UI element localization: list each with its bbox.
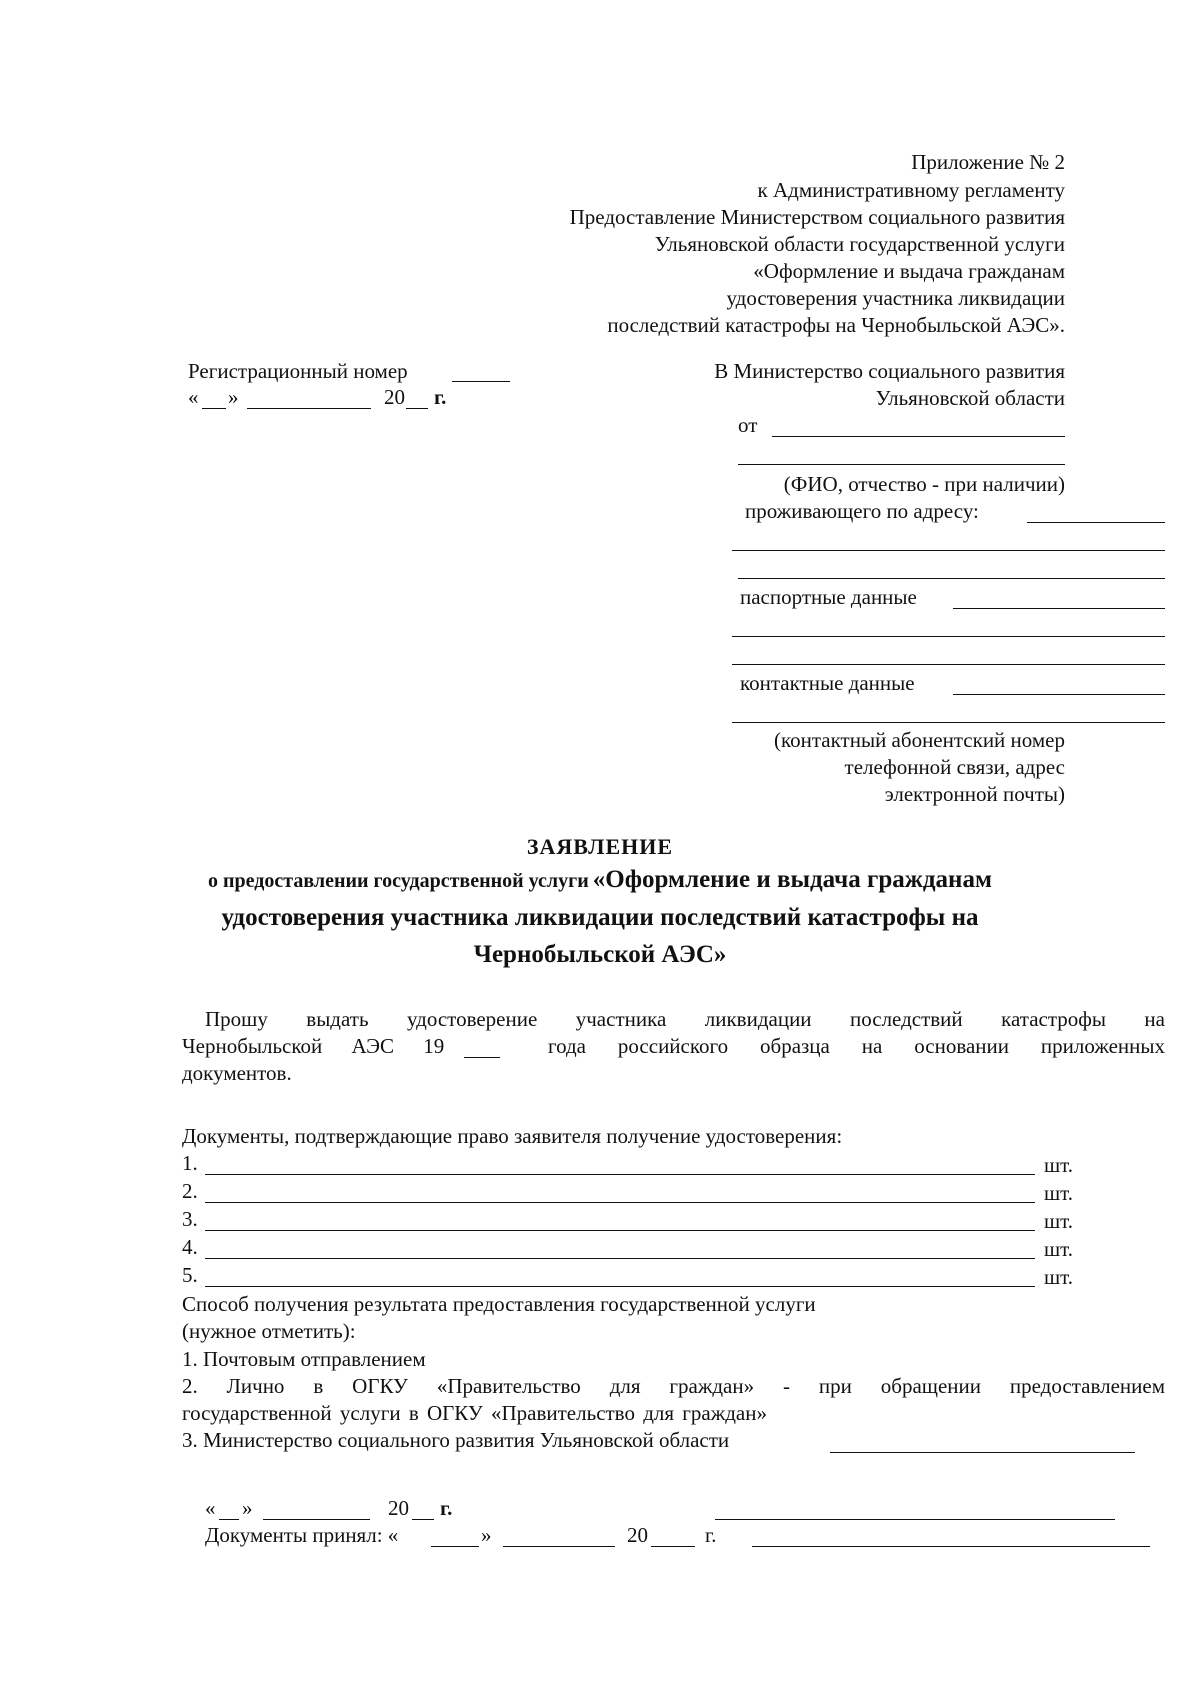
footer-month-field[interactable] (263, 1519, 370, 1520)
applicant-signature-field[interactable] (715, 1519, 1115, 1520)
documents-heading: Документы, подтверждающие право заявителя получение удостоверения: (182, 1124, 843, 1148)
accepted-day-field[interactable] (431, 1546, 479, 1547)
contact-hint-3: электронной почты) (884, 782, 1065, 806)
contact-field-1[interactable] (953, 694, 1165, 695)
subtitle-line-1 (0, 866, 1200, 894)
subtitle-big-1: «Оформление и выдача гражданам (592, 866, 992, 893)
request-year-field[interactable] (464, 1057, 500, 1058)
registration-year-field[interactable] (406, 408, 428, 409)
subtitle-big-3: Чернобыльской АЭС» (473, 941, 727, 968)
accepted-date-close: » (481, 1523, 492, 1547)
registration-year-prefix: 20 (384, 385, 405, 409)
appendix-line-7: последствий катастрофы на Чернобыльской АЭС». (607, 313, 1065, 337)
registration-year-suffix: г. (434, 385, 447, 409)
page-title: ЗАЯВЛЕНИЕ (526, 834, 674, 859)
delivery-heading-1: Способ получения результата предоставления государственной услуги (182, 1292, 816, 1316)
registration-number-field[interactable] (452, 381, 510, 382)
delivery-option-2a: 2. Лично в ОГКУ «Правительство для граждан» - при обращении предоставлением (182, 1374, 1165, 1398)
document-item-unit: шт. (1044, 1209, 1074, 1233)
delivery-heading-2: (нужное отметить): (182, 1319, 356, 1343)
registration-date-close: » (228, 385, 239, 409)
document-item-number: 5. (182, 1263, 198, 1287)
document-item-field[interactable] (205, 1230, 1035, 1231)
appendix-line-5: «Оформление и выдача гражданам (753, 259, 1065, 283)
addressee-line-1: В Министерство социального развития (714, 359, 1065, 383)
accepted-month-field[interactable] (503, 1546, 615, 1547)
subtitle-small: о предоставлении государственной услуги (208, 870, 589, 892)
footer-year-prefix: 20 (388, 1496, 409, 1520)
request-line-2b: года российского образца на основании приложенных (548, 1034, 1165, 1058)
accepted-signature-field[interactable] (752, 1546, 1150, 1547)
passport-field-1[interactable] (953, 608, 1165, 609)
footer-year-field[interactable] (412, 1519, 434, 1520)
document-item-field[interactable] (205, 1286, 1035, 1287)
request-line-3: документов. (182, 1061, 292, 1085)
document-item-unit: шт. (1044, 1265, 1074, 1289)
delivery-option-3: 3. Министерство социального развития Ульяновской области (182, 1428, 730, 1452)
request-line-1: Прошу выдать удостоверение участника ликвидации последствий катастрофы на (205, 1007, 1165, 1031)
document-item-number: 3. (182, 1207, 198, 1231)
document-item-number: 1. (182, 1151, 198, 1175)
address-field-1[interactable] (1027, 522, 1165, 523)
document-item-number: 4. (182, 1235, 198, 1259)
address-field-3[interactable] (738, 578, 1165, 579)
fio-hint: (ФИО, отчество - при наличии) (783, 472, 1065, 496)
from-label: от (738, 413, 758, 437)
passport-field-2[interactable] (732, 636, 1165, 637)
document-item-field[interactable] (205, 1174, 1035, 1175)
document-item-number: 2. (182, 1179, 198, 1203)
document-item-field[interactable] (205, 1258, 1035, 1259)
delivery-option-1: 1. Почтовым отправлением (182, 1347, 426, 1371)
accepted-year-field[interactable] (651, 1546, 695, 1547)
appendix-line-4: Ульяновской области государственной услуги (654, 232, 1065, 256)
appendix-line-3: Предоставление Министерством социального развития (569, 205, 1065, 229)
passport-field-3[interactable] (732, 664, 1165, 665)
contact-hint-2: телефонной связи, адрес (844, 755, 1065, 779)
footer-date-close: » (242, 1496, 253, 1520)
appendix-line-6: удостоверения участника ликвидации (726, 286, 1065, 310)
address-field-2[interactable] (732, 550, 1165, 551)
contact-field-2[interactable] (732, 722, 1165, 723)
accepted-label: Документы принял: « (205, 1523, 399, 1547)
request-line-2a: Чернобыльской АЭС 19 (182, 1034, 445, 1058)
from-field-1[interactable] (772, 436, 1065, 437)
subtitle-big-2: удостоверения участника ликвидации последствий катастрофы на (221, 904, 979, 931)
address-label: проживающего по адресу: (745, 499, 979, 523)
passport-label: паспортные данные (740, 585, 917, 609)
accepted-year-suffix: г. (705, 1523, 717, 1547)
addressee-line-2: Ульяновской области (875, 386, 1065, 410)
contact-hint-1: (контактный абонентский номер (774, 728, 1065, 752)
delivery-option-3-field[interactable] (830, 1452, 1135, 1453)
document-item-field[interactable] (205, 1202, 1035, 1203)
registration-month-field[interactable] (247, 408, 371, 409)
document-item-unit: шт. (1044, 1181, 1074, 1205)
registration-date-open: « (188, 385, 199, 409)
accepted-year-prefix: 20 (627, 1523, 648, 1547)
footer-day-field[interactable] (219, 1519, 239, 1520)
contact-label: контактные данные (740, 671, 915, 695)
document-item-unit: шт. (1044, 1237, 1074, 1261)
delivery-option-2b: государственной услуги в ОГКУ «Правительство для граждан» (182, 1401, 767, 1425)
registration-day-field[interactable] (202, 408, 226, 409)
footer-year-suffix: г. (440, 1496, 453, 1520)
appendix-line-2: к Административному регламенту (757, 178, 1065, 202)
registration-number-label: Регистрационный номер (188, 359, 408, 383)
document-item-unit: шт. (1044, 1153, 1074, 1177)
footer-date-open: « (205, 1496, 216, 1520)
from-field-2[interactable] (738, 464, 1065, 465)
appendix-line-1: Приложение № 2 (911, 150, 1065, 174)
